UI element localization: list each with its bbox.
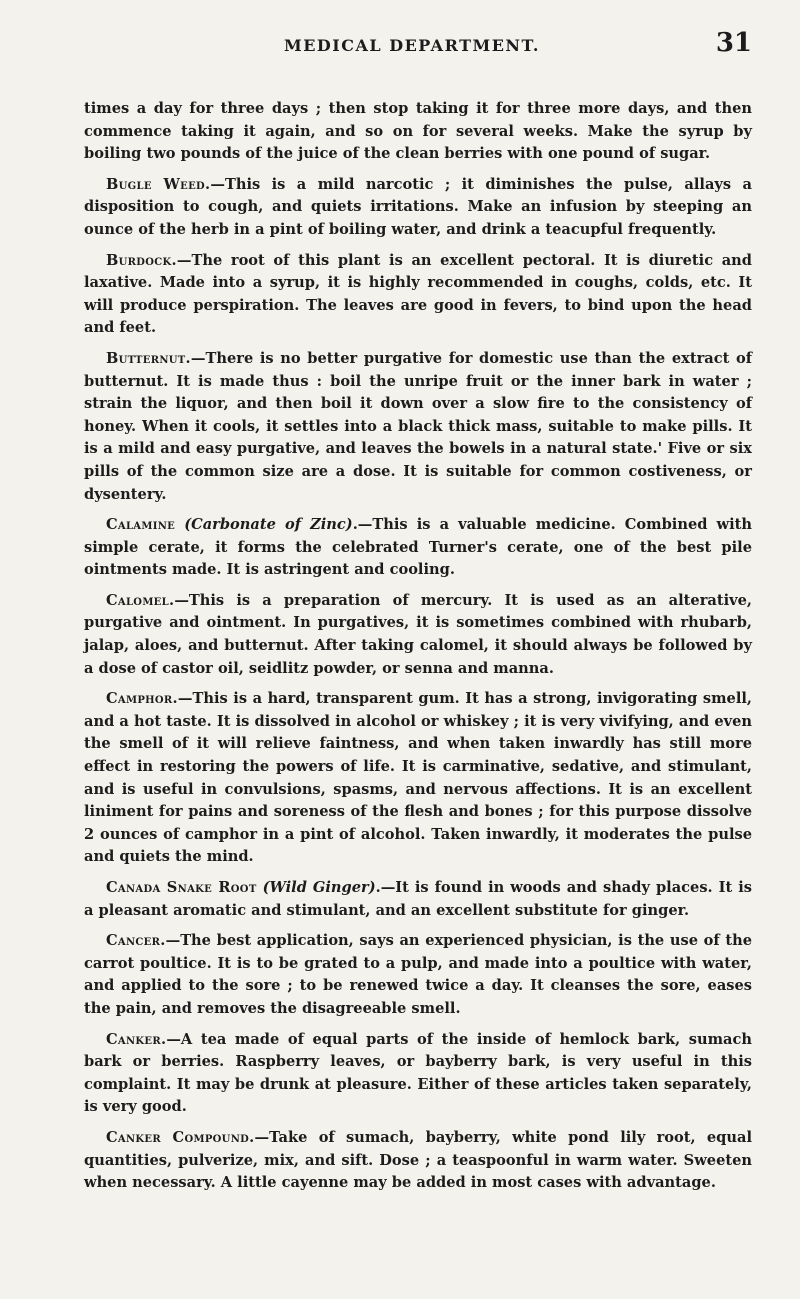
entry-text: .—It is found in woods and shady places. It is a pleasant aromatic and stimulant, and an excellent substitute for ginger.: [84, 879, 752, 919]
page-header: [84, 28, 752, 72]
entry-text: —This is a mild narcotic ; it diminishes the pulse, allays a disposition to cough, and quiets irritations. Make an infusion by steeping an ounce of the herb in a pint of boiling water, and drink a teacupful frequently.: [84, 175, 752, 238]
entry-heading: Canker.: [106, 1030, 167, 1048]
entry-heading: Canada Snake Root: [106, 879, 257, 896]
entry-text: —The best application, says an experienced physician, is the use of the carrot poultice. It is to be grated to a pulp, and made into a poultice with water, and applied to the sore ; to be renewed twice a day. It cleanses the sore, eases the pain, and removes the disagreeable smell.: [84, 932, 752, 1017]
entry-text: —There is no better purgative for domestic use than the extract of butternut. It is made thus : boil the unripe fruit or the inner bark in water ; strain the liquor, and then boil it down over a slow fire to the consistency of honey. When it cools, it settles into a black thick mass, suitable to make pills. It is a mild and easy purgative, and leaves the bowels in a natural state.' Five or six pills of the common size are a dose. It is suitable for common costiveness, or dysentery.: [84, 349, 752, 503]
entry-text: —The root of this plant is an excellent pectoral. It is diuretic and laxative. Made into a syrup, it is highly recommended in coughs, colds, etc. It will produce perspiration. The leaves are good in fevers, to bind upon the head and feet.: [84, 251, 752, 337]
entry-text: —This is a preparation of mercury. It is used as an alterative, purgative and ointment. In purgatives, it is sometimes combined with rhubarb, jalap, aloes, and butternut. After taking calomel, it should always be followed by a dose of castor oil, seidlitz powder, or senna and manna.: [84, 591, 752, 677]
running-head: MEDICAL DEPARTMENT.: [284, 36, 540, 55]
entry-text: —This is a hard, transparent gum. It has a strong, invigorating smell, and a hot taste. It is dissolved in alcohol or whiskey ; it is very vivifying, and even the smell of it will relieve faintness, and when taken inwardly has still more effect in restoring the powers of life. It is carminative, sedative, and stimulant, and is useful in convulsions, spasms, and nervous affections. It is an excellent liniment for pains and soreness of the flesh and bones ; for this purpose dissolve 2 ounces of camphor in a pint of alcohol. Taken inwardly, it moderates the pulse and quiets the mind.: [84, 690, 752, 866]
entry-text: —A tea made of equal parts of the inside of hemlock bark, sumach bark or berries. Raspberry leaves, or bayberry bark, is very useful in this complaint. It may be drunk at pleasure. Either of these articles taken separately, is very good.: [84, 1030, 752, 1116]
entry-canker: [84, 1029, 752, 1119]
entry-alt-name: (Carbonate of Zinc): [184, 516, 353, 534]
entry-burdock: [84, 250, 752, 340]
entry-cancer: [84, 930, 752, 1020]
entry-heading: Camphor.: [106, 690, 178, 708]
entry-text: .—This is a valuable medicine. Combined with simple cerate, it forms the celebrated Turner's cerate, one of the best pile ointments made. It is astringent and cooling.: [84, 516, 752, 579]
entry-camphor: [84, 688, 752, 869]
entry-heading: Calamine: [106, 516, 176, 534]
entry-heading: Butternut.: [106, 349, 191, 367]
entry-heading: Cancer.: [106, 932, 166, 950]
entry-heading: Canker Compound.: [106, 1128, 255, 1146]
paragraph: [84, 98, 752, 166]
entry-canker-compound: [84, 1127, 752, 1195]
entry-bugle-weed: [84, 174, 752, 242]
entry-heading: Burdock.: [106, 251, 177, 269]
entry-butternut: [84, 348, 752, 506]
entry-text: —Take of sumach, bayberry, white pond lily root, equal quantities, pulverize, mix, and sift. Dose ; a teaspoonful in warm water. Sweeten when necessary. A little cayenne may be added in most cases with advantage.: [84, 1128, 752, 1192]
entry-canada-snake-root: [84, 877, 752, 922]
entry-calamine: [84, 514, 752, 582]
page-number: 31: [715, 28, 752, 58]
entry-calomel: [84, 590, 752, 680]
entry-heading: Calomel.: [106, 591, 175, 609]
entry-alt-name: (Wild Ginger): [262, 879, 376, 896]
entry-heading: Bugle Weed.: [106, 175, 211, 193]
page-body: [84, 98, 752, 1195]
paragraph-text: times a day for three days ; then stop taking it for three more days, and then commence taking it again, and so on for several weeks. Make the syrup by boiling two pounds of the juice of the clean berries with one pound of sugar.: [84, 100, 752, 163]
